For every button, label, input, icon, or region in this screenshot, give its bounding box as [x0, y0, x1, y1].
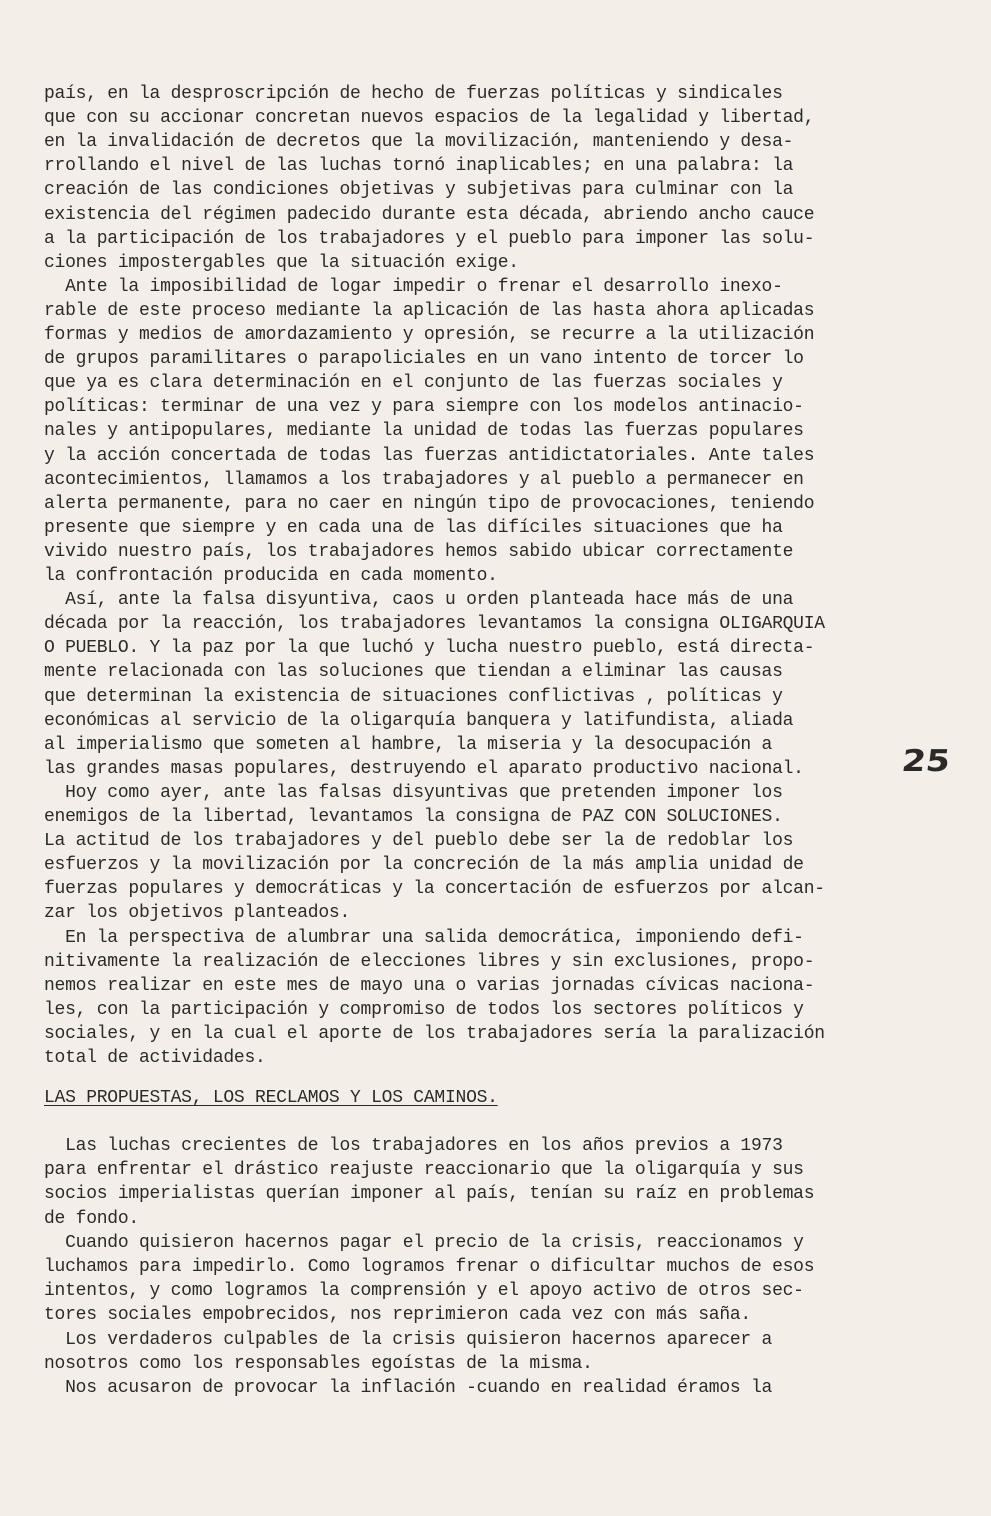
text-line: total de actividades.: [44, 1048, 266, 1068]
text-line: ciones impostergables que la situación exige.: [44, 252, 519, 273]
text-line: acontecimientos, llamamos a los trabajadores y al pueblo a permanecer en: [44, 469, 804, 490]
text-line: rable de este proceso mediante la aplicación de las hasta ahora aplicadas: [44, 300, 815, 321]
text-line: la confrontación producida en cada momento.: [44, 566, 498, 586]
text-line: esfuerzos y la movilización por la concreción de la más amplia unidad de: [44, 855, 804, 876]
text-line: nemos realizar en este mes de mayo una o varias jornadas cívicas naciona-: [44, 975, 815, 996]
text-line: socios imperialistas querían imponer al país, tenían su raíz en problemas: [44, 1184, 815, 1205]
text-line: fuerzas populares y democráticas y la concertación de esfuerzos por alcan-: [44, 879, 825, 900]
text-line: tores sociales empobrecidos, nos reprimieron cada vez con más saña.: [44, 1305, 751, 1326]
text-line: les, con la participación y compromiso de todos los sectores políticos y: [44, 999, 804, 1020]
text-line: En la perspectiva de alumbrar una salida democrática, imponiendo defi-: [44, 927, 804, 948]
text-line: para enfrentar el drástico reajuste reaccionario que la oligarquía y sus: [44, 1160, 804, 1181]
text-line: O PUEBLO. Y la paz por la que luchó y lucha nuestro pueblo, está directa-: [44, 638, 815, 659]
text-line: Los verdaderos culpables de la crisis quisieron hacernos aparecer a: [44, 1329, 773, 1350]
text-line: existencia del régimen padecido durante esta década, abriendo ancho cauce: [44, 204, 815, 225]
text-line: intentos, y como logramos la comprensión y el apoyo activo de otros sec-: [44, 1281, 804, 1302]
text-line: mente relacionada con las soluciones que tiendan a eliminar las causas: [44, 662, 783, 683]
text-line: zar los objetivos planteados.: [44, 903, 351, 924]
section-heading: LAS PROPUESTAS, LOS RECLAMOS Y LOS CAMINOS.: [44, 1088, 498, 1108]
text-line: presente que siempre y en cada una de las difíciles situaciones que ha: [44, 517, 783, 538]
text-line: Nos acusaron de provocar la inflación -cuando en realidad éramos la: [44, 1378, 773, 1398]
text-line: Así, ante la falsa disyuntiva, caos u orden planteada hace más de una: [44, 590, 794, 611]
text-line: sociales, y en la cual el aporte de los trabajadores sería la paralización: [44, 1023, 825, 1044]
text-line: alerta permanente, para no caer en ningún tipo de provocaciones, teniendo: [44, 493, 815, 514]
text-line: nitivamente la realización de elecciones libres y sin exclusiones, propo-: [44, 951, 815, 972]
text-line: nales y antipopulares, mediante la unidad de todas las fuerzas populares: [44, 421, 804, 442]
text-line: formas y medios de amordazamiento y opresión, se recurre a la utilización: [44, 325, 815, 345]
text-line: década por la reacción, los trabajadores levantamos la consigna OLIGARQUIA: [44, 614, 825, 635]
text-line: que con su accionar concretan nuevos espacios de la legalidad y libertad,: [44, 108, 815, 129]
text-line: de fondo.: [44, 1208, 139, 1229]
page-number: 25: [899, 744, 953, 779]
text-line: económicas al servicio de la oligarquía banquera y latifundista, aliada: [44, 710, 794, 731]
text-line: a la participación de los trabajadores y el pueblo para imponer las solu-: [44, 228, 815, 249]
text-line: La actitud de los trabajadores y del pueblo debe ser la de redoblar los: [44, 831, 794, 852]
text-line: enemigos de la libertad, levantamos la consigna de PAZ CON SOLUCIONES.: [44, 807, 783, 827]
text-line: rrollando el nivel de las luchas tornó inaplicables; en una palabra: la: [44, 156, 794, 177]
text-line: Cuando quisieron hacernos pagar el precio de la crisis, reaccionamos y: [44, 1232, 804, 1253]
text-line: de grupos paramilitares o parapoliciales en un vano intento de torcer lo: [44, 349, 804, 370]
text-line: Hoy como ayer, ante las falsas disyuntivas que pretenden imponer los: [44, 782, 783, 803]
text-line: al imperialismo que someten al hambre, la miseria y la desocupación a: [44, 734, 773, 755]
text-line: nosotros como los responsables egoístas de la misma.: [44, 1353, 593, 1374]
text-line: las grandes masas populares, destruyendo el aparato productivo nacional.: [44, 758, 804, 779]
text-line: que ya es clara determinación en el conjunto de las fuerzas sociales y: [44, 373, 783, 394]
text-line: Ante la imposibilidad de logar impedir o frenar el desarrollo inexo-: [44, 276, 783, 297]
text-line: en la invalidación de decretos que la movilización, manteniendo y desa-: [44, 132, 794, 153]
text-line: y la acción concertada de todas las fuerzas antidictatoriales. Ante tales: [44, 445, 815, 466]
text-line: luchamos para impedirlo. Como logramos frenar o dificultar muchos de esos: [44, 1257, 815, 1277]
text-line: que determinan la existencia de situaciones conflictivas , políticas y: [44, 686, 783, 707]
text-line: políticas: terminar de una vez y para siempre con los modelos antinacio-: [44, 397, 804, 418]
text-line: vivido nuestro país, los trabajadores hemos sabido ubicar correctamente: [44, 541, 794, 562]
text-line: creación de las condiciones objetivas y subjetivas para culminar con la: [44, 180, 794, 201]
text-line: país, en la desproscripción de hecho de fuerzas políticas y sindicales: [44, 84, 783, 104]
text-line: Las luchas crecientes de los trabajadores en los años previos a 1973: [44, 1136, 783, 1156]
